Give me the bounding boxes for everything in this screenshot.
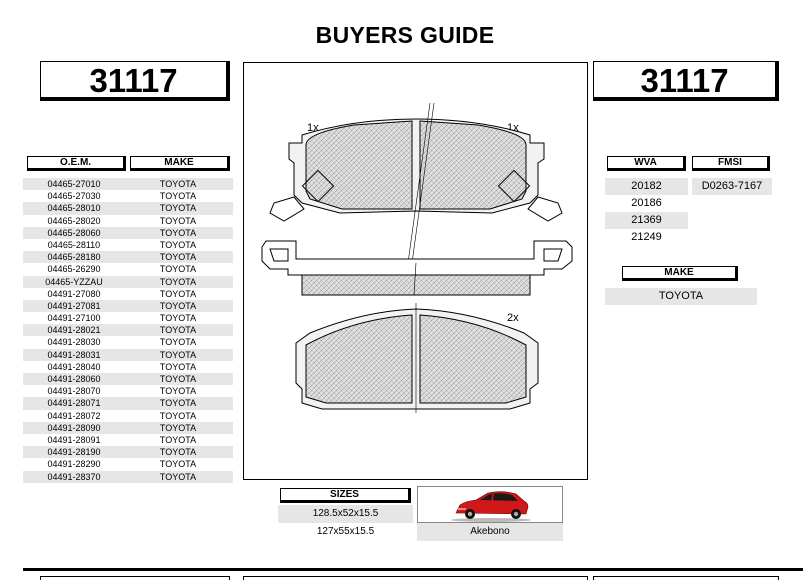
oem-header: O.E.M. — [27, 156, 126, 171]
oem-make: TOYOTA — [159, 410, 197, 421]
oem-number: 04491-27100 — [47, 313, 101, 324]
next-part-box-right — [593, 576, 779, 580]
part-number-right: 31117 — [593, 61, 779, 101]
oem-number: 04491-28021 — [47, 325, 101, 336]
part-number-left: 31117 — [40, 61, 230, 101]
oem-row — [23, 300, 233, 312]
make-right-header: MAKE — [622, 266, 738, 281]
next-part-box-left — [40, 576, 230, 580]
oem-list — [23, 178, 233, 483]
next-diagram-box — [243, 576, 588, 580]
oem-make: TOYOTA — [159, 386, 197, 397]
oem-row — [23, 227, 233, 239]
oem-make: TOYOTA — [159, 459, 197, 470]
oem-number: 04465-28110 — [47, 239, 101, 250]
oem-make: TOYOTA — [159, 313, 197, 324]
oem-row — [23, 349, 233, 361]
side-view — [262, 241, 572, 295]
size-value-1: 128.5x52x15.5 — [278, 505, 413, 523]
oem-number: 04491-27081 — [47, 300, 101, 311]
oem-number: 04491-28090 — [47, 422, 101, 433]
brake-pad-diagram — [243, 62, 588, 480]
fmsi-value: D0263-7167 — [692, 178, 772, 195]
oem-make: TOYOTA — [159, 422, 197, 433]
oem-row — [23, 458, 233, 470]
oem-row — [23, 202, 233, 214]
oem-row — [23, 361, 233, 373]
oem-row — [23, 215, 233, 227]
make-header: MAKE — [130, 156, 230, 171]
bottom-pad — [296, 303, 538, 413]
oem-make: TOYOTA — [159, 239, 197, 250]
oem-number: 04491-28030 — [47, 337, 101, 348]
wva-value: 20186 — [631, 197, 662, 209]
qty-top-left: 1x — [307, 122, 319, 134]
brake-pad-drawing — [244, 63, 589, 481]
oem-row — [23, 410, 233, 422]
oem-make: TOYOTA — [159, 264, 197, 275]
oem-make: TOYOTA — [159, 215, 197, 226]
oem-number: 04491-28091 — [47, 434, 101, 445]
oem-number: 04491-28070 — [47, 386, 101, 397]
oem-number: 04491-28190 — [47, 447, 101, 458]
oem-make: TOYOTA — [159, 398, 197, 409]
wva-value: 20182 — [605, 178, 688, 195]
oem-row — [23, 336, 233, 348]
sizes-header: SIZES — [280, 488, 411, 503]
qty-top-right: 1x — [507, 122, 519, 134]
oem-make: TOYOTA — [159, 179, 197, 189]
oem-number: 04491-28072 — [47, 410, 101, 421]
oem-row — [23, 251, 233, 263]
oem-make: TOYOTA — [159, 447, 197, 458]
vehicle-name: Akebono — [417, 523, 563, 541]
oem-row — [23, 263, 233, 275]
vehicle-image — [417, 486, 563, 523]
oem-make: TOYOTA — [159, 203, 197, 214]
oem-row — [23, 239, 233, 251]
oem-number: 04491-28071 — [47, 398, 101, 409]
make-right-value: TOYOTA — [605, 288, 757, 305]
wva-value: 21249 — [631, 231, 662, 243]
oem-number: 04491-28370 — [47, 471, 101, 482]
wva-header: WVA — [607, 156, 686, 171]
oem-make: TOYOTA — [159, 471, 197, 482]
fmsi-header: FMSI — [692, 156, 770, 171]
oem-number: 04491-28031 — [47, 349, 101, 360]
oem-make: TOYOTA — [159, 227, 197, 238]
oem-make: TOYOTA — [159, 361, 197, 372]
oem-row — [23, 397, 233, 409]
oem-row — [23, 385, 233, 397]
size-value-2: 127x55x15.5 — [316, 526, 375, 537]
oem-number: 04491-27080 — [47, 288, 101, 299]
car-icon — [418, 487, 564, 524]
oem-make: TOYOTA — [159, 349, 197, 360]
oem-number: 04465-28060 — [47, 227, 101, 238]
oem-row — [23, 434, 233, 446]
oem-make: TOYOTA — [159, 252, 197, 263]
oem-make: TOYOTA — [159, 300, 197, 311]
oem-make: TOYOTA — [159, 374, 197, 384]
oem-make: TOYOTA — [159, 325, 197, 336]
oem-row — [23, 178, 233, 190]
oem-row — [23, 190, 233, 202]
oem-number: 04465-26290 — [47, 264, 101, 275]
wva-value: 21369 — [605, 212, 688, 229]
oem-number: 04491-28290 — [47, 459, 101, 470]
oem-row — [23, 288, 233, 300]
oem-row — [23, 373, 233, 385]
oem-make: TOYOTA — [159, 434, 197, 445]
wva-list — [605, 178, 688, 246]
oem-number: 04465-28010 — [47, 203, 101, 214]
oem-number: 04465-28180 — [47, 252, 101, 263]
oem-make: TOYOTA — [159, 191, 197, 202]
oem-number: 04465-YZZAU — [45, 276, 103, 287]
oem-row — [23, 422, 233, 434]
oem-make: TOYOTA — [159, 288, 197, 299]
bottom-divider — [23, 568, 803, 571]
oem-number: 04491-28060 — [47, 374, 101, 384]
oem-number: 04491-28040 — [47, 361, 101, 372]
oem-number: 04465-28020 — [47, 215, 101, 226]
oem-number: 04465-27010 — [47, 179, 101, 189]
oem-row — [23, 446, 233, 458]
oem-row — [23, 471, 233, 483]
oem-number: 04465-27030 — [47, 191, 101, 202]
oem-row — [23, 276, 233, 288]
qty-bottom: 2x — [507, 312, 519, 324]
oem-row — [23, 324, 233, 336]
page-title: BUYERS GUIDE — [315, 22, 495, 48]
oem-make: TOYOTA — [159, 337, 197, 348]
oem-row — [23, 312, 233, 324]
oem-make: TOYOTA — [159, 276, 197, 287]
